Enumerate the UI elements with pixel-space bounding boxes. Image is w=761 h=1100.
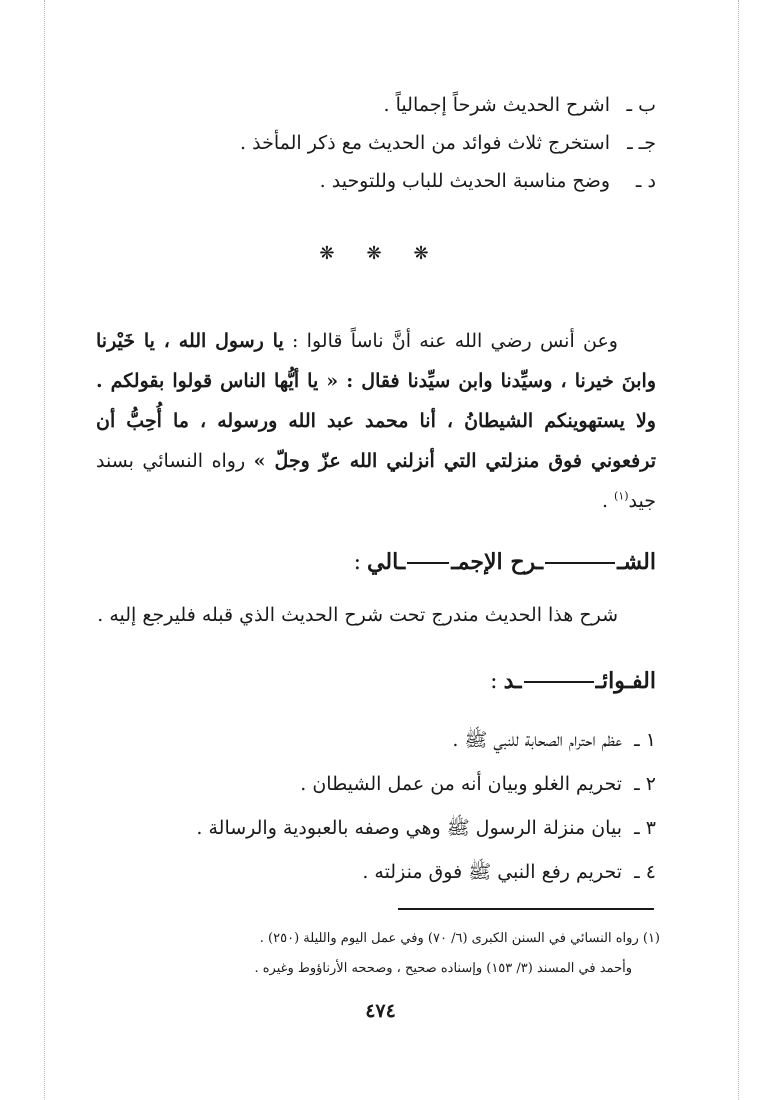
benefits-list <box>96 718 656 894</box>
footnotes <box>160 924 660 984</box>
benefits-heading <box>96 659 656 704</box>
summary-heading-part: ـالي <box>367 549 406 575</box>
page-body <box>96 86 656 894</box>
question-item-d <box>96 162 656 200</box>
star-ornament-icon: ❋ <box>366 243 386 264</box>
kashida-stretch <box>545 562 615 564</box>
benefit-text: تحريم رفع النبي ﷺ فوق منزلته . <box>362 861 622 883</box>
benefit-text: عظم احترام الصحابة للنبي ﷺ . <box>452 729 622 751</box>
footnote-reference: (١) <box>614 489 629 503</box>
benefits-heading-part: ـد <box>503 668 522 694</box>
summary-text: شرح هذا الحديث مندرج تحت شرح الحديث الذي قبله فليرجع إليه . <box>97 604 618 626</box>
question-marker: د ـ <box>635 170 656 192</box>
hadith-paragraph <box>96 321 656 521</box>
question-item-b <box>96 86 656 124</box>
kashida-stretch <box>524 681 594 683</box>
benefit-marker: ١ ـ <box>634 729 656 751</box>
footnote-line: (١) رواه النسائي في السنن الكبرى (٦/ ٧٠) وفي عمل اليوم والليلة (٢٥٠) . <box>259 931 660 946</box>
summary-heading <box>96 540 656 585</box>
section-separator <box>96 243 656 283</box>
scan-edge-left <box>44 0 45 1100</box>
question-marker: جـ ـ <box>627 132 656 154</box>
kashida-stretch <box>407 562 449 564</box>
scan-edge-right <box>738 0 739 1100</box>
summary-paragraph <box>96 593 656 637</box>
benefits-heading-part: الفـوائـ <box>595 668 656 694</box>
hadith-intro: وعن أنس رضي الله عنه أنَّ ناساً قالوا : <box>283 330 618 352</box>
benefit-item <box>96 718 656 762</box>
footnote-divider <box>398 908 654 910</box>
benefit-marker: ٢ ـ <box>634 773 656 795</box>
question-text: استخرج ثلاث فوائد من الحديث مع ذكر المأخذ . <box>240 132 610 154</box>
summary-heading-part: ـرح الإجمـ <box>451 549 544 575</box>
benefit-item <box>96 762 656 806</box>
footnote-line: وأحمد في المسند (٣/ ١٥٣) وإسناده صحيح ، وصححه الأرناؤوط وغيره . <box>254 961 632 976</box>
benefit-text: تحريم الغلو وبيان أنه من عمل الشيطان . <box>300 773 622 795</box>
benefit-marker: ٣ ـ <box>634 817 656 839</box>
star-ornament-icon: ❋ <box>413 243 433 264</box>
hadith-quote: يا رسول الله ، يا خَيْرنا وابنَ خيرنا ، وسيِّدنا وابن سيِّدنا فقال : « يا أيُّها الناس قولوا بقولكم . ولا يستهوينكم الشيطانُ ، أنا محمد عبد الله ورسوله ، ما أُحِبُّ أن ترفعوني فوق منزلتي التي أنزلني الله عزّ وجلّ » <box>96 330 656 472</box>
hadith-attribution: رواه النسائي بسند جيد <box>96 450 656 512</box>
benefit-item <box>96 850 656 894</box>
heading-colon: : <box>490 669 498 694</box>
questions-list <box>96 86 656 200</box>
summary-heading-part: الشـ <box>617 549 656 575</box>
heading-colon: : <box>353 550 362 575</box>
star-ornament-icon: ❋ <box>319 243 339 264</box>
hadith-end: . <box>601 490 615 512</box>
question-text: اشرح الحديث شرحاً إجمالياً . <box>383 94 610 116</box>
benefit-marker: ٤ ـ <box>634 861 656 883</box>
question-item-j <box>96 124 656 162</box>
page-number: ٤٧٤ <box>365 1000 396 1022</box>
question-marker: ب ـ <box>626 94 656 116</box>
question-text: وضح مناسبة الحديث للباب وللتوحيد . <box>319 170 610 192</box>
benefit-text: بيان منزلة الرسول ﷺ وهي وصفه بالعبودية والرسالة . <box>196 817 622 839</box>
benefit-item <box>96 806 656 850</box>
